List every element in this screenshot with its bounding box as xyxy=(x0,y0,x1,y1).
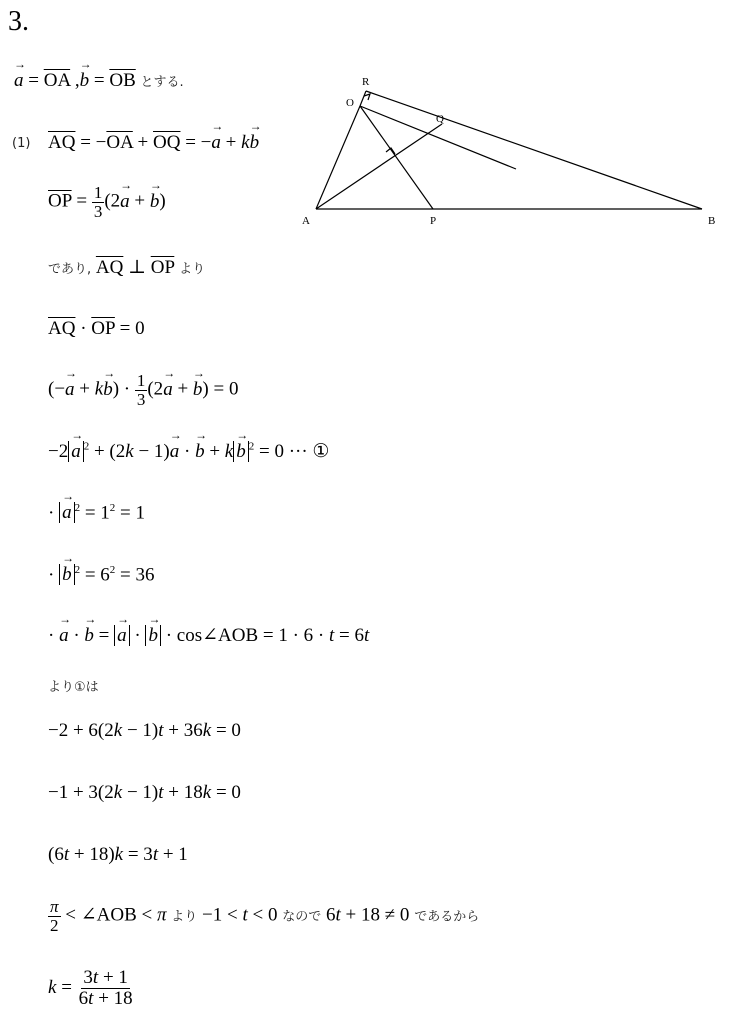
line-step2: −1 + 3(2k − 1)t + 18k = 0 xyxy=(48,782,241,803)
label-b: B xyxy=(708,215,716,227)
line-dot: $\overline{AQ} \cdot \overline{OP} = 0$ xyxy=(48,318,145,339)
part-label: (1) xyxy=(12,136,31,151)
label-r: R xyxy=(362,76,370,88)
line-step3: (6t + 18)k = 3t + 1 xyxy=(48,844,188,865)
line-aq: $\overline{AQ} = -\overline{OA} + \overline{OQ}$ = −→ a + k→ b xyxy=(48,132,259,154)
label-a: A xyxy=(302,215,310,227)
line-expand: (−→ a + k→ b) · $\frac{1}{3}$ (2→ a + → b) = 0 xyxy=(48,372,238,409)
triangle-diagram xyxy=(290,68,730,238)
line-step1: −2 + 6(2k − 1)t + 36k = 0 xyxy=(48,720,241,741)
definition-line: → $a = \overline{OA}$ ,→ $b = \overline{OB}$ とする. xyxy=(14,70,184,92)
line-k: k = $\frac{3t + 1}{6t + 18}$ xyxy=(48,967,133,1009)
line-eq1: −2 → a $^2$ + (2k − 1)→ a · → b + k → b $^2$ = 0 ··· ① xyxy=(48,440,329,463)
line-op: $\overline{OP}$ = $\frac{1}{3}$ (2→ a + → b) xyxy=(48,184,166,221)
label-p: P xyxy=(430,215,437,227)
line-yori: より①は xyxy=(48,680,99,695)
line-range: $\frac{\pi}{2}$ < ∠AOB < π より −1 < t < 0 なので 6t + 18 ≠ 0 であるから xyxy=(50,897,480,935)
segment-rb xyxy=(366,91,702,209)
problem-number: 3. xyxy=(8,6,29,37)
segment-or xyxy=(360,91,366,106)
bullet-a: · → a $^2 = 1^2 = 1$ xyxy=(48,502,145,524)
segment-op xyxy=(360,106,433,209)
bullet-ab: · → a · → b = → a · → b · cos∠AOB = 1 · 6 · t = 6t xyxy=(48,624,369,647)
line-since: であり, $\overline{AQ}$ ⊥ $\overline{OP}$ より xyxy=(48,257,206,278)
segment-aq xyxy=(316,124,442,209)
definition-suffix: とする. xyxy=(140,75,184,90)
bullet-b: · → b $^2 = 6^2 = 36$ xyxy=(48,564,155,586)
label-q: Q xyxy=(436,113,444,125)
label-o: O xyxy=(346,97,354,109)
